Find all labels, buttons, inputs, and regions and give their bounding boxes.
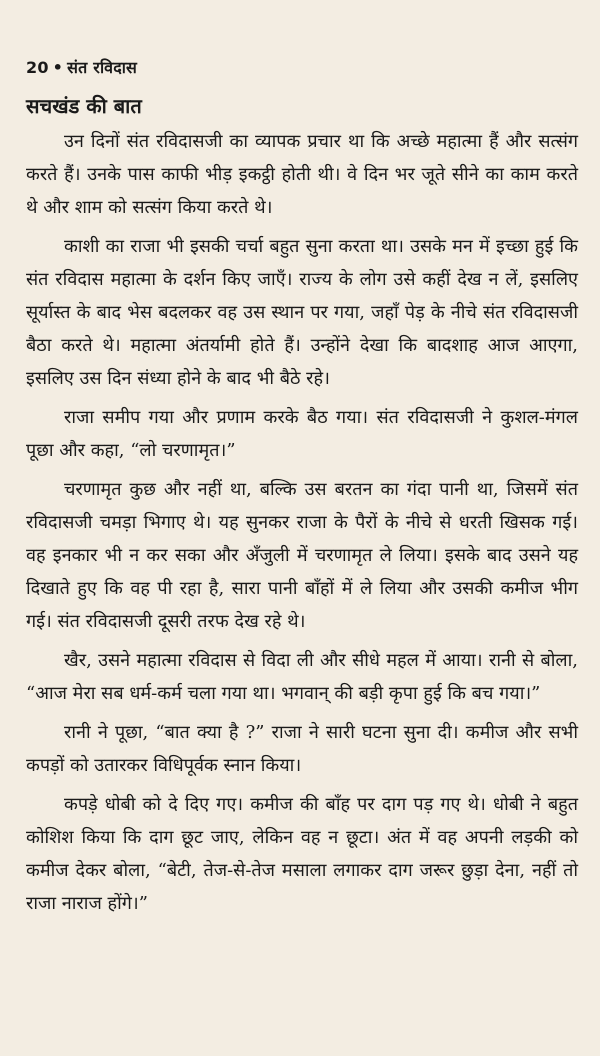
paragraph: राजा समीप गया और प्रणाम करके बैठ गया। संत रविदासजी ने कुशल-मंगल पूछा और कहा, “लो चरणामृत।” [26,407,578,461]
book-title: संत रविदास [67,58,138,77]
page-number: 20 [26,58,49,77]
paragraph: रानी ने पूछा, “बात क्या है ?” राजा ने सारी घटना सुना दी। कमीज और सभी कपड़ों को उतारकर विधिपूर्वक स्नान किया। [26,722,578,776]
running-header [26,56,578,78]
paragraph: उन दिनों संत रविदासजी का व्यापक प्रचार था कि अच्छे महात्मा हैं और सत्संग करते हैं। उनके पास काफी भीड़ इकट्ठी होती थी। वे दिन भर जूते सीने का काम करते थे और शाम को सत्संग किया करते थे। [26,131,578,218]
chapter-title: सचखंड की बात [26,94,142,118]
paragraph: चरणामृत कुछ और नहीं था, बल्कि उस बरतन का गंदा पानी था, जिसमें संत रविदासजी चमड़ा भिगाए थे। यह सुनकर राजा के पैरों के नीचे से धरती खिसक गई। वह इनकार भी न कर सका और अँजुली में चरणामृत ले लिया। इसके बाद उसने यह दिखाते हुए कि वह पी रहा है, सारा पानी बाँहों में ले लिया और उसकी कमीज भीग गई। संत रविदासजी दूसरी तरफ देख रहे थे। [26,479,578,632]
paragraph: काशी का राजा भी इसकी चर्चा बहुत सुना करता था। उसके मन में इच्छा हुई कि संत रविदास महात्मा के दर्शन किए जाएँ। राज्य के लोग उसे कहीं देख न लें, इसलिए सूर्यास्त के बाद भेस बदलकर वह उस स्थान पर गया, जहाँ पेड़ के नीचे संत रविदासजी बैठा करते थे। महात्मा अंतर्यामी होते हैं। उन्होंने देखा कि बादशाह आज आएगा, इसलिए उस दिन संध्या होने के बाद भी बैठे रहे। [26,236,578,389]
bullet-separator: • [52,58,64,77]
paragraph: कपड़े धोबी को दे दिए गए। कमीज की बाँह पर दाग पड़ गए थे। धोबी ने बहुत कोशिश किया कि दाग छूट जाए, लेकिन वह न छूटा। अंत में वह अपनी लड़की को कमीज देकर बोला, “बेटी, तेज-से-तेज मसाला लगाकर दाग जरूर छुड़ा देना, नहीं तो राजा नाराज होंगे।” [26,794,578,914]
paragraph: खैर, उसने महात्मा रविदास से विदा ली और सीधे महल में आया। रानी से बोला, “आज मेरा सब धर्म-कर्म चला गया था। भगवान् की बड़ी कृपा हुई कि बच गया।” [26,650,578,704]
